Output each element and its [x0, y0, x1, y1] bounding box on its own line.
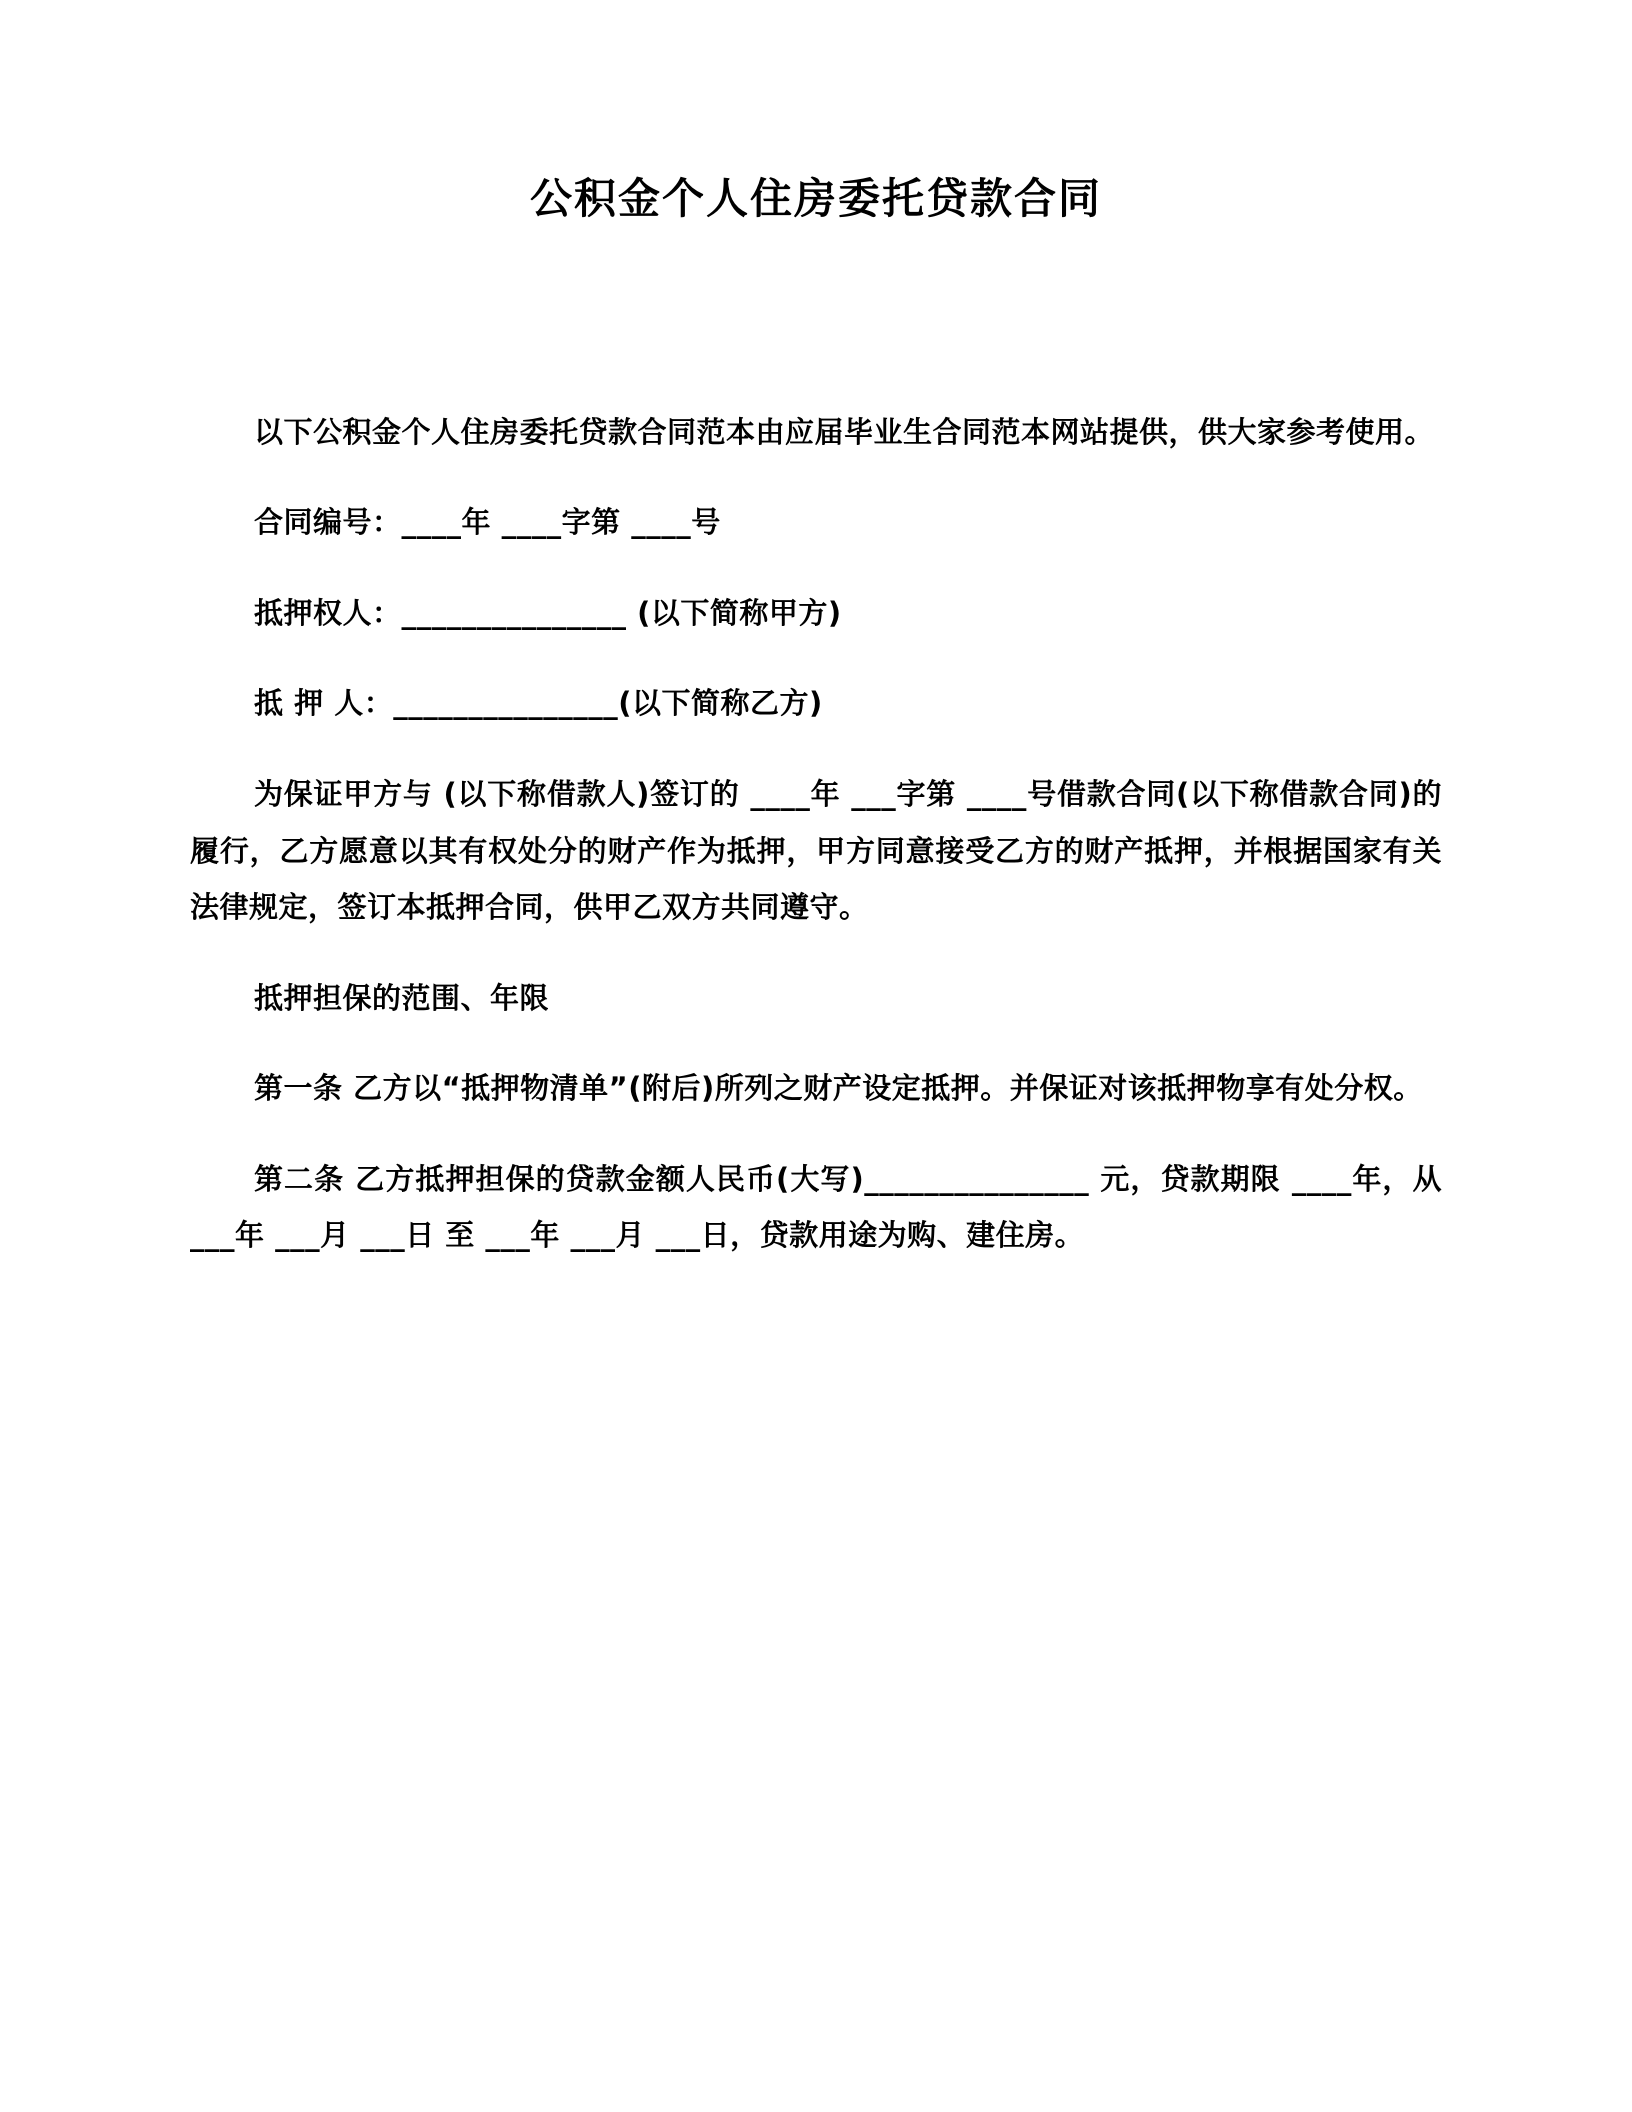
page-title: 公积金个人住房委托贷款合同 — [529, 174, 1102, 223]
paragraph-article-1: 第一条 乙方以“抵押物清单”(附后)所列之财产设定抵押。并保证对该抵押物享有处分权。 — [254, 1071, 1423, 1106]
document-body — [190, 404, 1442, 1264]
paragraph-mortgagor: 抵 押 人：_______________(以下简称乙方) — [254, 686, 823, 721]
paragraph-mortgagee: 抵押权人：_______________ (以下简称甲方) — [254, 595, 842, 630]
paragraph-article-2: 第二条 乙方抵押担保的贷款金额人民币(大写)_______________ 元，贷款期限 ____年，从 ___年 ___月 ___日 至 ___年 ___月 ___日，贷款用途为购、建住房。 — [190, 1161, 1442, 1253]
paragraph-contract-number: 合同编号：____年 ____字第 ____号 — [254, 505, 721, 540]
paragraph-section-heading: 抵押担保的范围、年限 — [254, 980, 550, 1015]
paragraph-intro: 以下公积金个人住房委托贷款合同范本由应届毕业生合同范本网站提供，供大家参考使用。 — [254, 414, 1435, 449]
title-spacer — [190, 229, 1442, 404]
paragraph-preamble: 为保证甲方与 (以下称借款人)签订的 ____年 ___字第 ____号借款合同(以下称借款合同)的履行，乙方愿意以其有权处分的财产作为抵押，甲方同意接受乙方的财产抵押，并根据国家有关法律规定，签订本抵押合同，供甲乙双方共同遵守。 — [190, 776, 1442, 925]
